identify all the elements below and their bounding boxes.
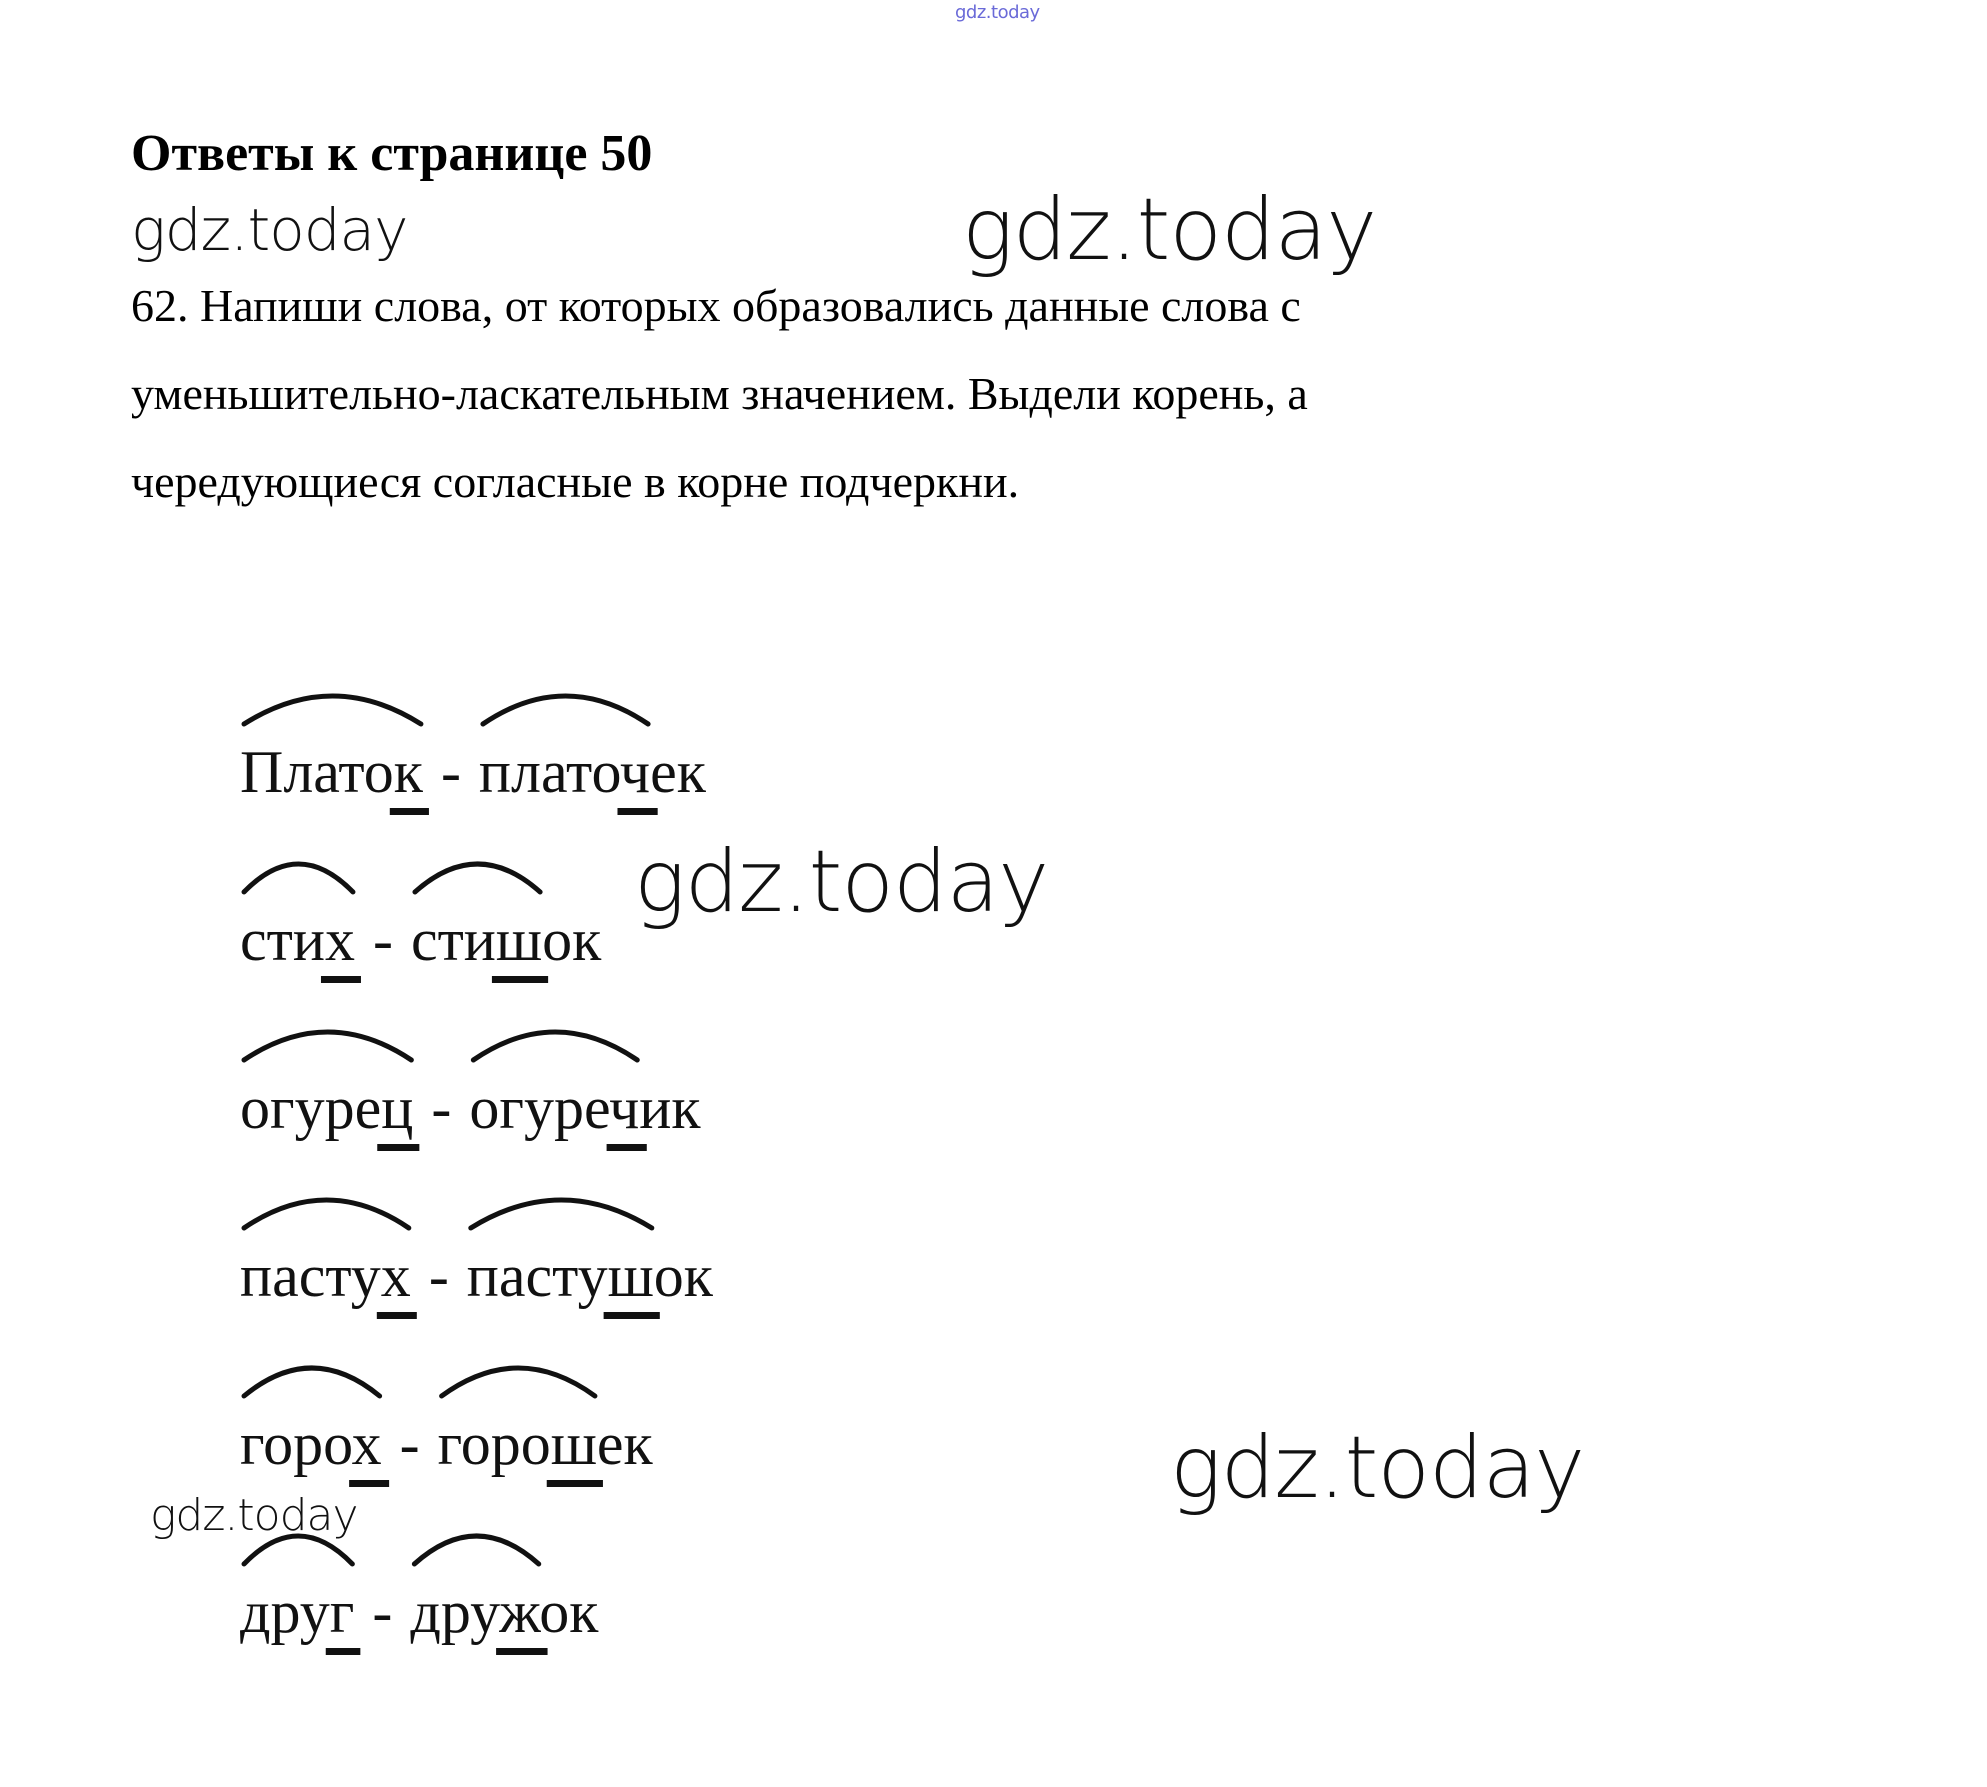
- pair-separator: -: [431, 1075, 452, 1141]
- pair-separator: -: [372, 1579, 393, 1645]
- root-arc-icon: [415, 864, 540, 892]
- root-arc-icon: [244, 1200, 409, 1228]
- alternating-consonant-underline: [607, 1144, 647, 1151]
- watermark: gdz.today: [131, 196, 408, 264]
- base-word: друг: [240, 1579, 355, 1645]
- watermark: gdz.today: [150, 1490, 358, 1541]
- root-arc-icon: [473, 1032, 637, 1060]
- watermark: gdz.today: [1170, 1418, 1585, 1518]
- root-arc-icon: [244, 864, 353, 892]
- derived-word: платочек: [478, 739, 706, 805]
- base-word: стих: [240, 907, 355, 973]
- alternating-consonant-underline: [349, 1480, 389, 1487]
- base-word: Платок: [240, 739, 423, 805]
- alternating-consonant-underline: [377, 1312, 417, 1319]
- pair-separator: -: [399, 1411, 420, 1477]
- alternating-consonant-underline: [492, 976, 548, 983]
- root-arc-icon: [244, 1368, 380, 1396]
- page-heading: Ответы к странице 50: [131, 125, 653, 182]
- root-arc-icon: [414, 1536, 538, 1564]
- pair-separator: -: [372, 907, 393, 973]
- alternating-consonant-underline: [321, 976, 361, 983]
- base-word: пастух: [240, 1243, 411, 1309]
- task-line: уменьшительно-ласкательным значением. Выдели корень, а: [131, 368, 1308, 419]
- alternating-consonant-underline: [496, 1648, 547, 1655]
- base-word: горох: [240, 1411, 382, 1477]
- watermark-top: gdz.today: [955, 2, 1040, 23]
- alternating-consonant-underline: [377, 1144, 419, 1151]
- derived-word: огуречик: [469, 1075, 701, 1141]
- alternating-consonant-underline: [390, 808, 429, 815]
- derived-word: пастушок: [466, 1243, 713, 1309]
- derived-word: дружок: [410, 1579, 599, 1645]
- task-line: 62. Напиши слова, от которых образовались данные слова с: [131, 280, 1301, 331]
- task-line: чередующиеся согласные в корне подчеркни.: [131, 456, 1020, 507]
- root-arc-icon: [244, 696, 421, 724]
- alternating-consonant-underline: [326, 1648, 361, 1655]
- base-word: огурец: [240, 1075, 414, 1141]
- alternating-consonant-underline: [617, 808, 657, 815]
- derived-word: стишок: [410, 907, 602, 973]
- alternating-consonant-underline: [547, 1480, 603, 1487]
- derived-word: горошек: [437, 1411, 653, 1477]
- pair-separator: -: [428, 1243, 449, 1309]
- root-arc-icon: [442, 1368, 595, 1396]
- watermark: gdz.today: [634, 832, 1049, 932]
- alternating-consonant-underline: [604, 1312, 660, 1319]
- root-arc-icon: [483, 696, 648, 724]
- root-arc-icon: [244, 1032, 411, 1060]
- watermark: gdz.today: [962, 180, 1377, 280]
- pair-separator: -: [440, 739, 461, 805]
- root-arc-icon: [471, 1200, 652, 1228]
